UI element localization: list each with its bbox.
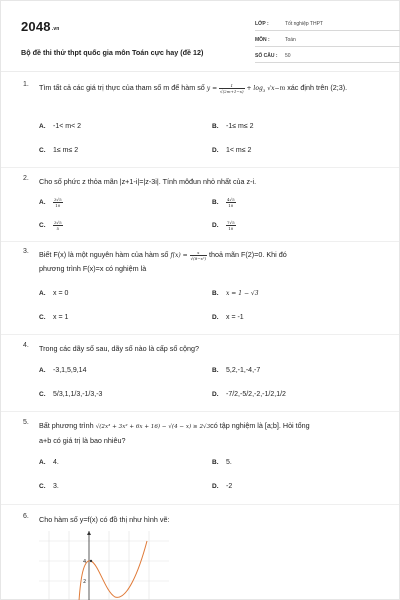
math-part: y = (206, 85, 218, 92)
math-fraction (190, 250, 207, 261)
option-b[interactable] (212, 459, 232, 466)
option-d[interactable] (212, 220, 236, 231)
option-d[interactable] (212, 391, 286, 398)
logo-domain: .vn (51, 26, 60, 32)
question-divider (1, 241, 399, 242)
y-label-top: 4 (83, 559, 87, 565)
fraction-denominator: 10 (228, 226, 234, 231)
math-fraction (219, 83, 245, 94)
fraction-denominator: √(8−x²) (190, 256, 207, 261)
fraction-numerator: 4√5 (227, 197, 235, 202)
option-c[interactable] (39, 483, 59, 490)
option-text: 4. (53, 459, 59, 466)
option-fraction (226, 197, 236, 208)
option-c[interactable] (39, 147, 78, 154)
question-number: 3. (23, 248, 29, 255)
fraction-numerator: 3√5 (54, 220, 62, 225)
exam-meta (255, 18, 400, 66)
question-text-part: Bất phương trình (39, 421, 96, 430)
fraction-numerator: 1 (219, 83, 245, 89)
option-a[interactable] (39, 459, 59, 466)
option-text: 5/3,1,1/3,-1/3,-3 (53, 391, 103, 398)
option-letter: B. (212, 459, 219, 466)
option-letter: B. (212, 123, 219, 130)
option-text: -3,1,5,9,14 (53, 367, 87, 374)
question-text-part: a+b có giá trị là bao nhiêu? (39, 436, 126, 445)
curve-point (90, 560, 92, 562)
option-a[interactable] (39, 123, 81, 130)
option-text: x = 1 (53, 314, 69, 321)
option-text: -1≤ m≤ 2 (226, 123, 254, 130)
option-letter: A. (39, 123, 46, 130)
option-d[interactable] (212, 314, 244, 321)
option-letter: A. (39, 199, 46, 207)
site-logo[interactable] (21, 19, 60, 34)
option-a[interactable] (39, 197, 63, 208)
meta-row-count (255, 50, 400, 63)
math-expression (207, 85, 285, 92)
question-text: Cho số phức z thỏa mãn |z+1-i|=|z-3i|. Tính môđun nhỏ nhất của z-i. (39, 177, 257, 186)
option-letter: D. (212, 391, 219, 398)
function-graph (39, 531, 169, 600)
option-c[interactable] (39, 314, 68, 321)
question-5 (23, 419, 377, 499)
question-text: Cho hàm số y=f(x) có đồ thị như hình vẽ: (39, 515, 170, 524)
question-text: Trong các dãy số sau, dãy số nào là cấp số cộng? (39, 344, 199, 353)
question-text (39, 248, 377, 275)
option-letter: A. (39, 290, 46, 297)
option-letter: B. (212, 367, 219, 374)
question-6 (23, 513, 377, 533)
question-number: 6. (23, 513, 29, 520)
option-letter: D. (212, 147, 219, 154)
math-expression (170, 252, 207, 259)
y-label-mid: 2 (83, 579, 87, 585)
question-number: 1. (23, 81, 29, 88)
question-text (39, 81, 377, 97)
option-text: 5,2,-1,-4,-7 (226, 367, 261, 374)
option-text: 1< m≤ 2 (226, 147, 252, 154)
exam-title: Bộ đề thi thử thpt quốc gia môn Toán cực hay (đề 12) (21, 48, 204, 57)
logo-text: 2048 (21, 19, 51, 34)
option-b[interactable] (212, 123, 254, 130)
option-text: x = 1 − √3 (226, 290, 259, 297)
option-letter: C. (39, 483, 46, 490)
question-4 (23, 342, 377, 406)
question-divider (1, 411, 399, 412)
option-letter: C. (39, 391, 46, 398)
question-text (39, 419, 377, 447)
option-d[interactable] (212, 483, 232, 490)
option-text: -7/2,-5/2,-2,-1/2,1/2 (226, 391, 286, 398)
meta-label: MÔN : (255, 37, 270, 43)
question-number: 4. (23, 342, 29, 349)
option-text: -1< m< 2 (53, 123, 82, 130)
fraction-numerator: 3√5 (54, 197, 62, 202)
option-text: 3. (53, 483, 59, 490)
header-divider (1, 71, 399, 72)
option-letter: D. (212, 222, 219, 230)
math-part: √x−m (267, 85, 286, 92)
option-a[interactable] (39, 367, 86, 374)
option-letter: D. (212, 314, 219, 321)
question-1 (23, 81, 377, 161)
meta-row-subject (255, 34, 400, 47)
option-letter: B. (212, 290, 219, 297)
question-2 (23, 175, 377, 235)
option-letter: C. (39, 147, 46, 154)
question-divider (1, 334, 399, 335)
option-letter: B. (212, 199, 219, 207)
y-axis-arrow (87, 531, 91, 535)
meta-label: SỐ CÂU : (255, 53, 278, 59)
fraction-denominator: √(2m+1−x) (220, 89, 244, 94)
option-letter: D. (212, 483, 219, 490)
option-text: x = 0 (53, 290, 69, 297)
meta-row-class (255, 18, 400, 31)
option-fraction (53, 220, 63, 231)
option-text: -2 (226, 483, 233, 490)
option-b[interactable] (212, 197, 236, 208)
question-text-part: Tìm tất cả các giá trị thực của tham số m để hàm số (39, 83, 207, 92)
option-text: 1≤ m≤ 2 (53, 147, 79, 154)
option-fraction (53, 197, 63, 208)
option-letter: C. (39, 314, 46, 321)
option-c[interactable] (39, 391, 102, 398)
math-expression: √(2x³ + 3x² + 6x + 16) − √(4 − x) ≥ 2√3 (95, 424, 211, 430)
math-part: + log (246, 85, 263, 92)
fraction-numerator: x (190, 250, 207, 256)
option-text: 5. (226, 459, 232, 466)
fraction-numerator: 7√5 (227, 220, 235, 225)
fraction-denominator: 10 (228, 203, 234, 208)
question-3 (23, 248, 377, 328)
question-text-part: Biết F(x) là một nguyên hàm của hàm số (39, 250, 171, 259)
question-text-part: phương trình F(x)=x có nghiệm là (39, 264, 147, 273)
meta-value: Tốt nghiệp THPT (285, 21, 323, 27)
math-part: f(x) = (170, 252, 188, 259)
option-letter: C. (39, 222, 46, 230)
option-b[interactable] (212, 367, 260, 374)
fraction-denominator: 5 (56, 226, 60, 231)
option-fraction (226, 220, 236, 231)
question-divider (1, 504, 399, 505)
meta-value: Toán (285, 37, 296, 43)
option-letter: A. (39, 459, 46, 466)
fraction-denominator: 10 (55, 203, 61, 208)
exam-header (21, 15, 381, 61)
graph-grid (39, 531, 169, 600)
option-letter: A. (39, 367, 46, 374)
question-number: 2. (23, 175, 29, 182)
question-divider (1, 167, 399, 168)
question-text-part: thoả mãn F(2)=0. Khi đó (207, 250, 287, 259)
math-subscript: 3 (262, 88, 266, 94)
meta-value: 50 (285, 53, 291, 59)
question-number: 5. (23, 419, 29, 426)
option-b[interactable] (212, 290, 259, 297)
meta-label: LỚP : (255, 21, 269, 27)
option-a[interactable] (39, 290, 68, 297)
option-text: x = -1 (226, 314, 244, 321)
question-text-part: có tập nghiệm là [a;b]. Hỏi tổng (210, 421, 310, 430)
option-d[interactable] (212, 147, 251, 154)
question-text-part: xác định trên (2;3). (285, 83, 348, 92)
option-c[interactable] (39, 220, 63, 231)
